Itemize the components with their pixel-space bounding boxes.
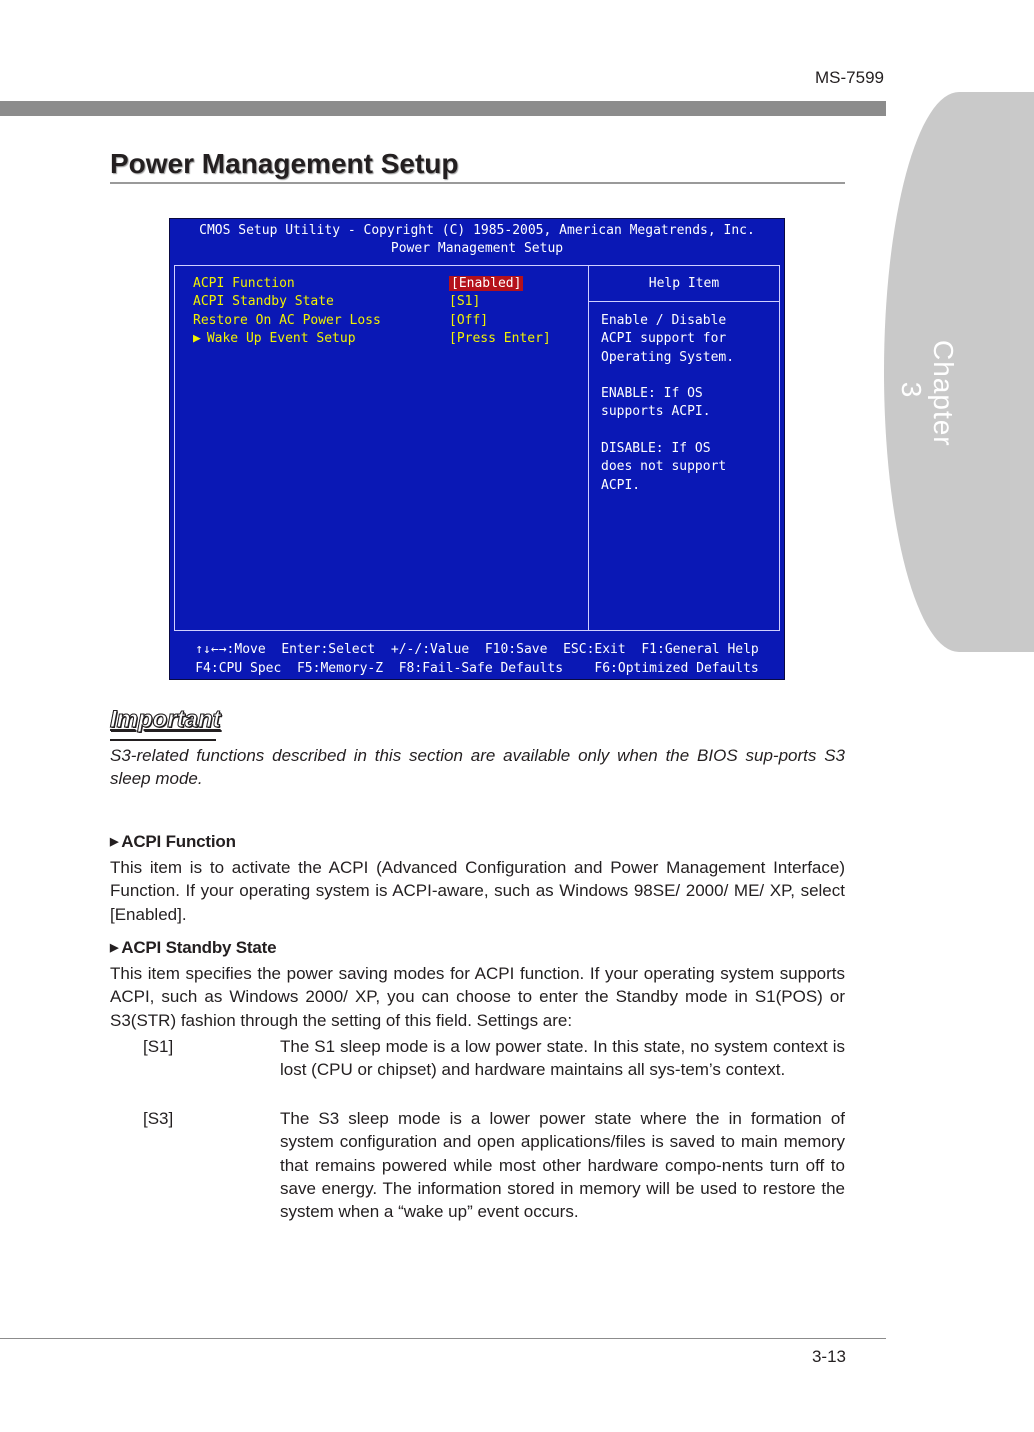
help-line: ENABLE: If OS [601, 386, 703, 402]
bios-item-label: Restore On AC Power Loss [193, 313, 381, 328]
bios-item-acpi-function[interactable] [193, 275, 295, 292]
page-number: 3-13 [811, 1347, 846, 1366]
bios-item-label: ACPI Standby State [193, 294, 334, 309]
page-title: Power Management Setup [110, 148, 845, 184]
bios-main-panel [175, 266, 589, 630]
help-line [601, 367, 771, 385]
important-rule [110, 739, 216, 741]
bios-item-value: [Off] [449, 313, 489, 328]
bios-item-value: [Press Enter] [449, 331, 551, 346]
bios-frame [174, 265, 780, 631]
bios-value-wake-up[interactable] [449, 330, 551, 347]
option-desc-s3: The S3 sleep mode is a lower power state where the in formation of system configuration and open applications/files is saved to main memory that remains powered while most other hardware compo-nents turn off to save energy. The information stored in memory will be used to restore the system when a “wake up” event occurs. [280, 1109, 845, 1222]
bios-item-wake-up[interactable] [193, 330, 356, 347]
bios-item-label: Wake Up Event Setup [206, 331, 356, 346]
bios-item-acpi-standby[interactable] [193, 293, 334, 310]
section-heading-acpi-function [110, 832, 236, 852]
important-heading: Important [110, 706, 221, 733]
help-line: Operating System. [601, 349, 735, 365]
bullet-triangle-icon: ▶ [110, 836, 119, 848]
section-body-acpi-function: This item is to activate the ACPI (Advanced Configuration and Power Management Interface) Function. If your operating system is ACPI-aware, such as Windows 98SE/ 2000/ ME/ XP, select [Enabled]. [110, 858, 845, 924]
section-heading-acpi-standby [110, 938, 276, 958]
bios-help-panel [589, 266, 779, 630]
bios-value-acpi-standby[interactable] [449, 293, 480, 310]
chapter-label: Chapter 3 [896, 340, 959, 447]
bios-item-value: [S1] [449, 294, 481, 309]
bios-value-restore-ac[interactable] [449, 312, 488, 329]
help-line: Enable / Disable [601, 313, 727, 328]
help-line [601, 422, 771, 440]
header-bar [0, 101, 886, 116]
bios-screenshot [169, 218, 785, 680]
section-heading-text: ACPI Function [121, 832, 236, 851]
bios-footer-keys2: F4:CPU Spec F5:Memory-Z F8:Fail-Safe Defaults F6:Optimized Defaults [195, 661, 759, 676]
bios-header-line1: CMOS Setup Utility - Copyright (C) 1985-2005, American Megatrends, Inc. [199, 223, 755, 238]
bios-footer-keys1: ↑↓←→:Move Enter:Select +/-/:Value F10:Save ESC:Exit F1:General Help [195, 642, 759, 657]
help-line: does not support [601, 459, 727, 475]
option-key-s3: [S3] [143, 1109, 174, 1128]
section-heading-text: ACPI Standby State [121, 938, 277, 957]
bios-item-label: ACPI Function [193, 276, 295, 291]
help-line: ACPI support for [601, 331, 727, 347]
help-body [601, 312, 771, 495]
help-line: DISABLE: If OS [601, 441, 711, 457]
bios-item-restore-ac[interactable] [193, 312, 381, 329]
option-key-s1: [S1] [143, 1037, 174, 1056]
bios-header-line2: Power Management Setup [390, 241, 564, 256]
bullet-triangle-icon: ▶ [110, 942, 119, 954]
bios-value-acpi-function[interactable] [449, 275, 523, 292]
submenu-arrow-icon: ▶ [193, 331, 201, 346]
option-desc-s1: The S1 sleep mode is a low power state. In this state, no system context is lost (CPU or chipset) and hardware maintains all sys-tem’s context. [280, 1037, 845, 1080]
important-note: S3-related functions described in this section are available only when the BIOS sup-ports S3 sleep mode. [110, 746, 845, 788]
help-line: supports ACPI. [601, 404, 711, 420]
help-title: Help Item [589, 266, 779, 302]
section-body-acpi-standby: This item specifies the power saving modes for ACPI function. If your operating system supports ACPI, such as Windows 2000/ XP, you can choose to enter the Standby mode in S1(POS) or S3(STR) fashion through the setting of this field. Settings are: [110, 964, 845, 1030]
help-line: ACPI. [601, 477, 641, 493]
model-number: MS-7599 [815, 68, 884, 87]
footer-rule [0, 1338, 886, 1339]
bios-item-value: [Enabled] [451, 276, 522, 291]
